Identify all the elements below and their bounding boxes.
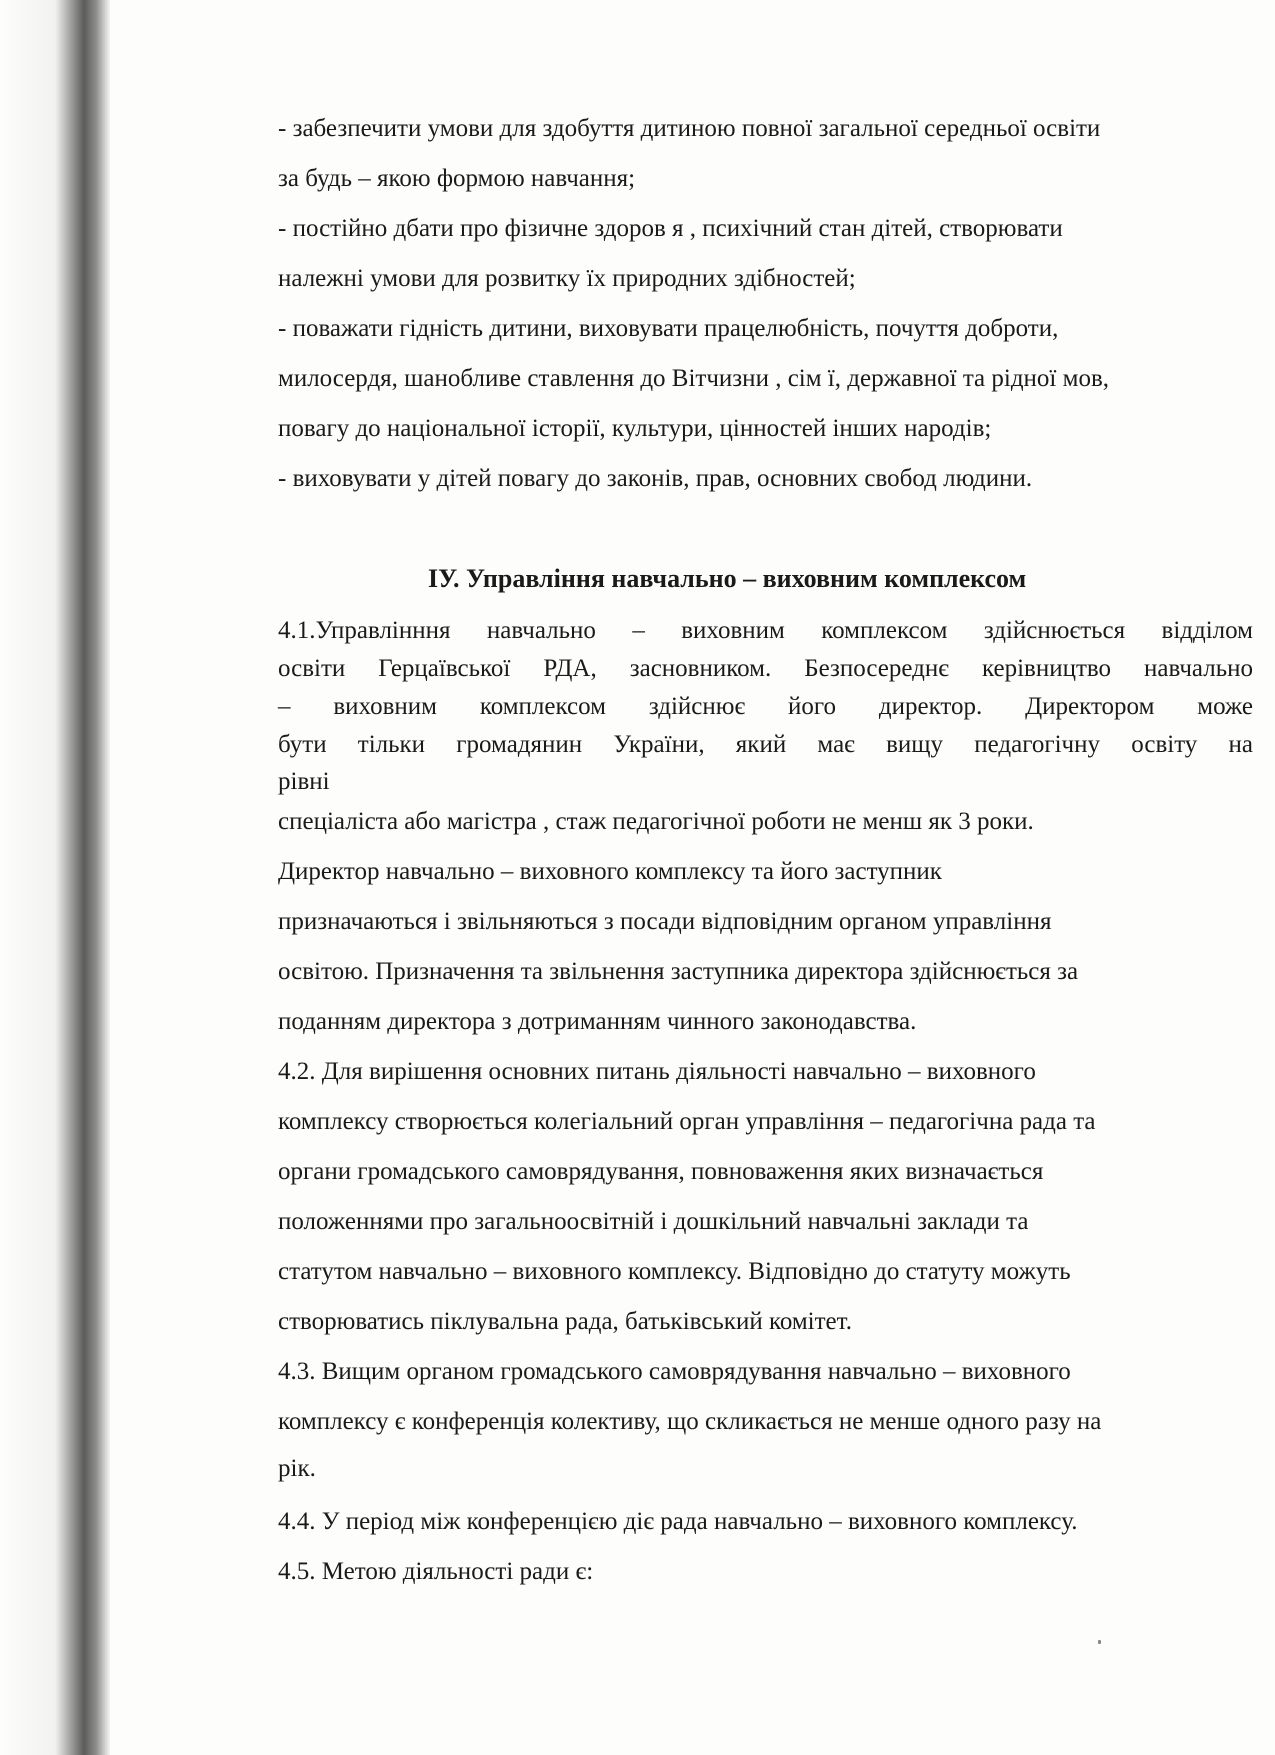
text-line: положеннями про загальноосвітній і дошкільний навчальні заклади та <box>278 1208 1029 1235</box>
scan-speck <box>1098 1640 1101 1644</box>
text-line: освітою. Призначення та звільнення заступника директора здійснюється за <box>278 958 1079 985</box>
text-line: комплексу є конференція колективу, що скликається не менше одного разу на <box>278 1408 1102 1435</box>
text-line: - забезпечити умови для здобуття дитиною повної загальної середньої освіти <box>278 115 1101 142</box>
text-line: бути тільки громадянин України, який має вищу педагогічну освіту на <box>278 731 1253 758</box>
text-line: освіти Герцаївської РДА, засновником. Безпосереднє керівництво навчально <box>278 655 1253 682</box>
text-line: 4.3. Вищим органом громадського самоврядування навчально – виховного <box>278 1358 1071 1385</box>
text-line: - виховувати у дітей повагу до законів, прав, основних свобод людини. <box>278 465 1033 492</box>
text-line: - постійно дбати про фізичне здоров я , психічний стан дітей, створювати <box>278 215 1063 242</box>
text-line: рівні <box>278 768 330 795</box>
text-line: за будь – якою формою навчання; <box>278 165 636 192</box>
text-line: 4.5. Метою діяльності ради є: <box>278 1558 594 1585</box>
text-line: повагу до національної історії, культури, цінностей інших народів; <box>278 415 992 442</box>
text-line: 4.4. У період між конференцією діє рада навчально – виховного комплексу. <box>278 1508 1078 1535</box>
section-heading: ІУ. Управління навчально – виховним комплексом <box>428 564 1027 593</box>
text-line: - поважати гідність дитини, виховувати працелюбність, почуття доброти, <box>278 315 1059 342</box>
text-line: – виховним комплексом здійснює його директор. Директором може <box>278 693 1253 720</box>
text-line: рік. <box>278 1455 316 1482</box>
text-line: створюватись піклувальна рада, батьківський комітет. <box>278 1308 852 1335</box>
text-line: 4.2. Для вирішення основних питань діяльності навчально – виховного <box>278 1058 1036 1085</box>
text-line: комплексу створюється колегіальний орган управління – педагогічна рада та <box>278 1108 1096 1135</box>
scan-edge-shadow <box>0 0 110 1755</box>
text-line: спеціаліста або магістра , стаж педагогічної роботи не менш як 3 роки. <box>278 808 1034 835</box>
text-line: Директор навчально – виховного комплексу та його заступник <box>278 858 942 885</box>
text-line: 4.1.Управлінння навчально – виховним комплексом здійснюється відділом <box>278 617 1253 644</box>
text-line: милосердя, шанобливе ставлення до Вітчизни , сім ї, державної та рідної мов, <box>278 365 1110 392</box>
text-line: належні умови для розвитку їх природних здібностей; <box>278 265 856 292</box>
text-line: призначаються і звільняються з посади відповідним органом управління <box>278 908 1052 935</box>
text-line: поданням директора з дотриманням чинного законодавства. <box>278 1008 917 1035</box>
text-line: органи громадського самоврядування, повноваження яких визначається <box>278 1158 1044 1185</box>
text-line: статутом навчально – виховного комплексу. Відповідно до статуту можуть <box>278 1258 1071 1285</box>
